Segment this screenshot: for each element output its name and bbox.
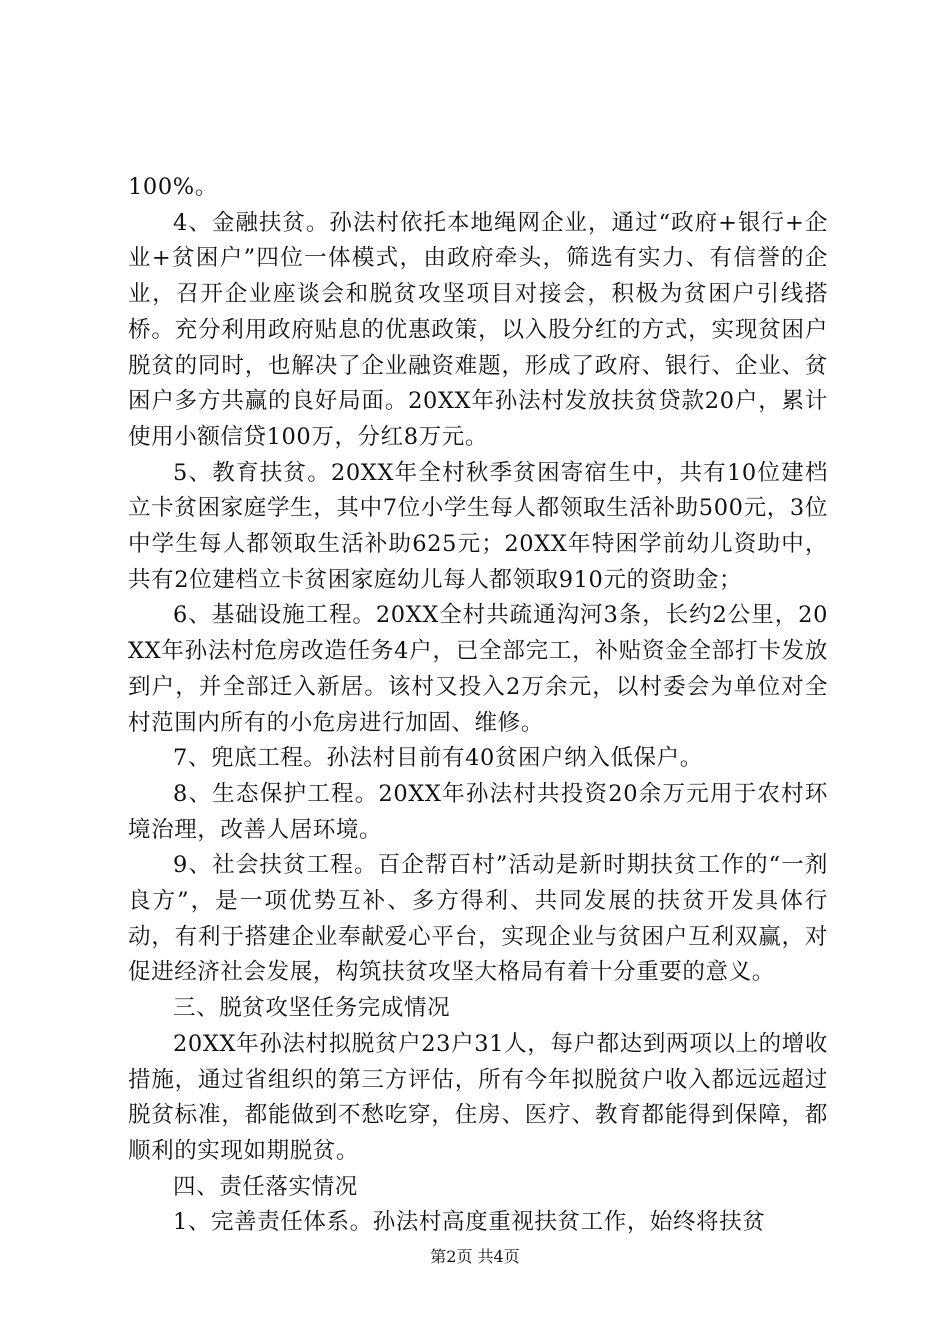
paragraph-education-poverty-relief: 5、教育扶贫。20XX年全村秋季贫困寄宿生中，共有10位建档立卡贫困家庭学生，其中7位小学生每人都领取生活补助500元，3位中学生每人都领取生活补助625元；20XX年特困学前幼儿资助中，共有2位建档立卡贫困家庭幼儿每人都领取910元的资助金； <box>128 459 828 593</box>
paragraph-continuation: 100%。 <box>128 174 218 200</box>
paragraph-safety-net: 7、兜底工程。孙法村目前有40贫困户纳入低保户。 <box>173 745 703 772</box>
paragraph-financial-poverty-relief: 4、金融扶贫。孙法村依托本地绳网企业，通过“政府+银行+企业+贫困户”四位一体模式，由政府牵头，筛选有实力、有信誉的企业，召开企业座谈会和脱贫攻坚项目对接会，积极为贫困户引线搭桥。充分利用政府贴息的优惠政策，以入股分红的方式，实现贫困户脱贫的同时，也解决了企业融资难题，形成了政府、银行、企业、贫困户多方共赢的良好局面。20XX年孙法村发放扶贫贷款20户，累计使用小额信贷100万，分红8万元。 <box>128 209 828 450</box>
paragraph-infrastructure: 6、基础设施工程。20XX全村共疏通沟河3条，长约2公里，20XX年孙法村危房改造任务4户，已全部完工，补贴资金全部打卡发放到户，并全部迁入新居。该村又投入2万余元，以村委会为单位对全村范围内所有的小危房进行加固、维修。 <box>128 602 828 736</box>
paragraph-task-completion: 20XX年孙法村拟脱贫户23户31人，每户都达到两项以上的增收措施，通过省组织的第三方评估，所有今年拟脱贫户收入都远远超过脱贫标准，都能做到不愁吃穿，住房、医疗、教育都能得到保障，都顺利的实现如期脱贫。 <box>128 1030 828 1164</box>
section-heading-responsibility: 四、责任落实情况 <box>173 1173 358 1200</box>
paragraph-ecological-protection: 8、生态保护工程。20XX年孙法村共投资20余万元用于农村环境治理，改善人居环境。 <box>128 780 828 843</box>
paragraph-social-poverty-relief: 9、社会扶贫工程。百企帮百村”活动是新时期扶贫工作的“一剂良方”，是一项优势互补、多方得利、共同发展的扶贫开发具体行动，有利于搭建企业奉献爱心平台，实现企业与贫困户互利双赢，对促进经济社会发展，构筑扶贫攻坚大格局有着十分重要的意义。 <box>128 852 828 986</box>
document-body <box>128 170 828 1241</box>
section-heading-task-completion: 三、脱贫攻坚任务完成情况 <box>173 995 451 1022</box>
paragraph-responsibility-system: 1、完善责任体系。孙法村高度重视扶贫工作，始终将扶贫 <box>173 1209 766 1236</box>
page-footer: 第2页 共4页 <box>430 1247 520 1266</box>
